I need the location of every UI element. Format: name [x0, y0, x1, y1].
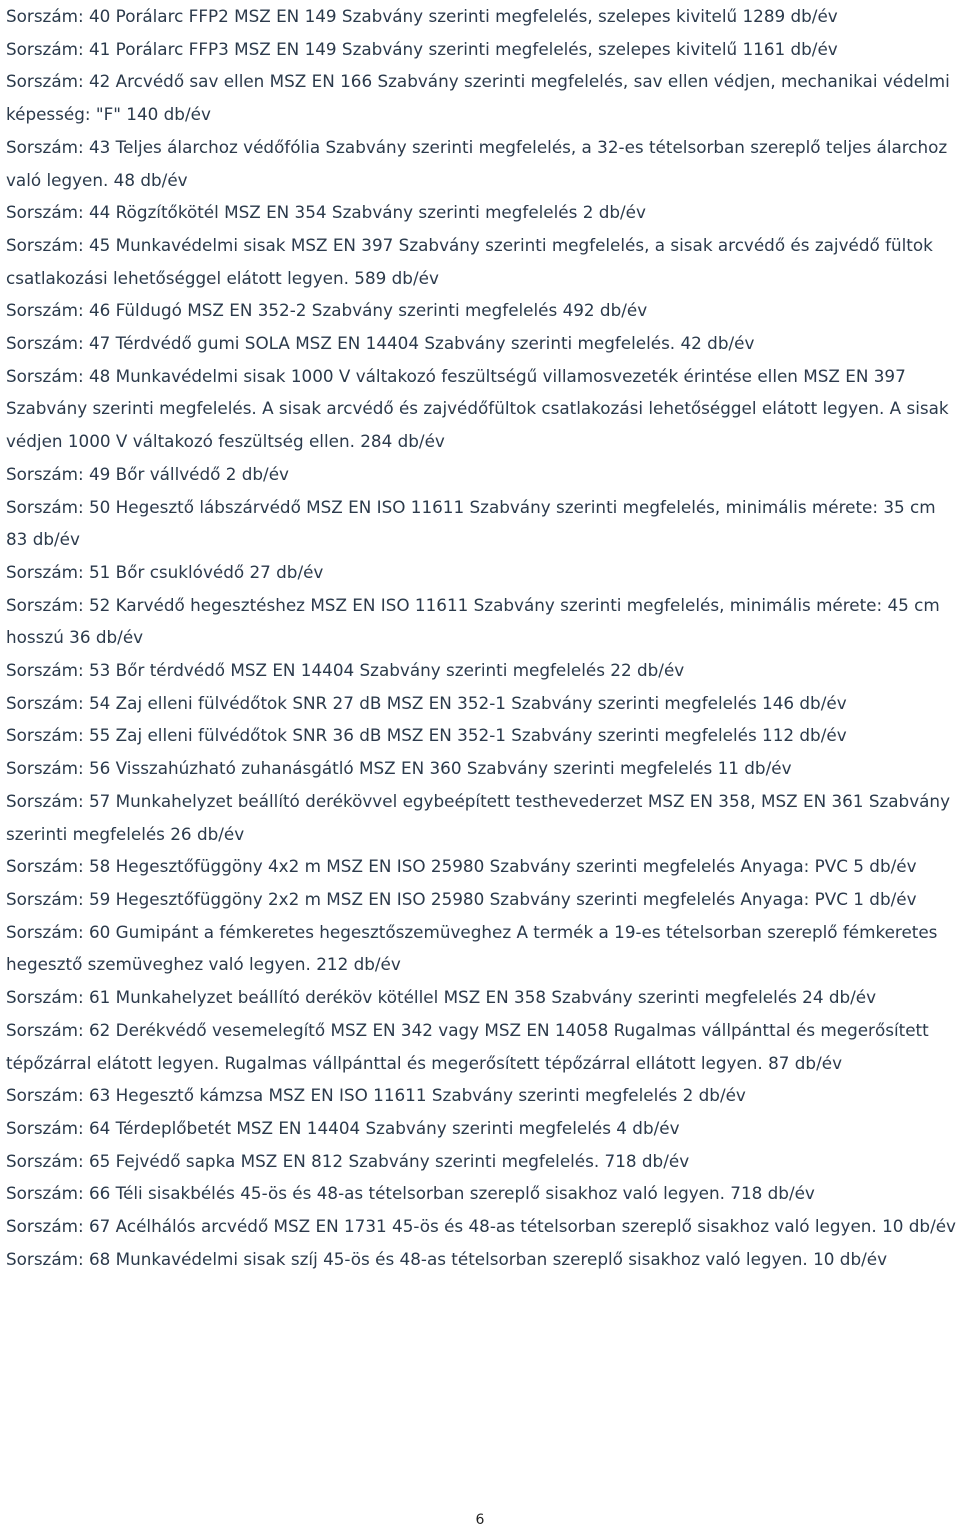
list-item: Sorszám: 63 Hegesztő kámzsa MSZ EN ISO 11611 Szabvány szerinti megfelelés 2 db/év — [6, 1085, 746, 1106]
list-item: Sorszám: 61 Munkahelyzet beállító deréköv kötéllel MSZ EN 358 Szabvány szerinti megfelelés 24 db/év — [6, 987, 877, 1008]
list-item: Sorszám: 57 Munkahelyzet beállító derékövvel egybeépített testhevederzet MSZ EN 358, MSZ EN 361 Szabvány szerinti megfelelés 26 db/év — [6, 790, 950, 844]
list-item: Sorszám: 45 Munkavédelmi sisak MSZ EN 397 Szabvány szerinti megfelelés, a sisak arcvédő és zajvédő fültok csatlakozási lehetőséggel elátott legyen. 589 db/év — [6, 234, 933, 288]
list-item: Sorszám: 47 Térdvédő gumi SOLA MSZ EN 14404 Szabvány szerinti megfelelés. 42 db/év — [6, 333, 755, 354]
document-page — [6, 0, 956, 1275]
list-item: Sorszám: 50 Hegesztő lábszárvédő MSZ EN ISO 11611 Szabvány szerinti megfelelés, minimális mérete: 35 cm 83 db/év — [6, 496, 936, 550]
list-item: Sorszám: 55 Zaj elleni fülvédőtok SNR 36 dB MSZ EN 352-1 Szabvány szerinti megfelelés 112 db/év — [6, 725, 847, 746]
list-item: Sorszám: 56 Visszahúzható zuhanásgátló MSZ EN 360 Szabvány szerinti megfelelés 11 db/év — [6, 758, 792, 779]
list-item: Sorszám: 66 Téli sisakbélés 45-ös és 48-as tételsorban szereplő sisakhoz való legyen. 718 db/év — [6, 1183, 815, 1204]
list-item: Sorszám: 46 Füldugó MSZ EN 352-2 Szabvány szerinti megfelelés 492 db/év — [6, 300, 648, 321]
list-item: Sorszám: 44 Rögzítőkötél MSZ EN 354 Szabvány szerinti megfelelés 2 db/év — [6, 202, 646, 223]
list-item: Sorszám: 43 Teljes álarchoz védőfólia Szabvány szerinti megfelelés, a 32-es tételsorban szereplő teljes álarchoz való legyen. 48 db/év — [6, 136, 948, 190]
list-item: Sorszám: 68 Munkavédelmi sisak szíj 45-ös és 48-as tételsorban szereplő sisakhoz való legyen. 10 db/év — [6, 1248, 888, 1269]
list-item: Sorszám: 62 Derékvédő vesemelegítő MSZ EN 342 vagy MSZ EN 14058 Rugalmas vállpánttal és megerősített tépőzárral elátott legyen. Rugalmas vállpánttal és megerősített tépőzárral ellátott legyen. 87 db/év — [6, 1019, 929, 1073]
list-item: Sorszám: 52 Karvédő hegesztéshez MSZ EN ISO 11611 Szabvány szerinti megfelelés, minimális mérete: 45 cm hosszú 36 db/év — [6, 594, 940, 648]
entry-list — [6, 0, 956, 1275]
list-item: Sorszám: 41 Porálarc FFP3 MSZ EN 149 Szabvány szerinti megfelelés, szelepes kivitelű 1161 db/év — [6, 38, 838, 59]
list-item: Sorszám: 51 Bőr csuklóvédő 27 db/év — [6, 561, 324, 582]
list-item: Sorszám: 58 Hegesztőfüggöny 4x2 m MSZ EN ISO 25980 Szabvány szerinti megfelelés Anyaga: PVC 5 db/év — [6, 856, 917, 877]
list-item: Sorszám: 53 Bőr térdvédő MSZ EN 14404 Szabvány szerinti megfelelés 22 db/év — [6, 660, 685, 681]
list-item: Sorszám: 65 Fejvédő sapka MSZ EN 812 Szabvány szerinti megfelelés. 718 db/év — [6, 1150, 690, 1171]
list-item: Sorszám: 67 Acélhálós arcvédő MSZ EN 1731 45-ös és 48-as tételsorban szereplő sisakhoz való legyen. 10 db/év — [6, 1216, 956, 1237]
list-item: Sorszám: 64 Térdeplőbetét MSZ EN 14404 Szabvány szerinti megfelelés 4 db/év — [6, 1117, 680, 1138]
list-item: Sorszám: 42 Arcvédő sav ellen MSZ EN 166 Szabvány szerinti megfelelés, sav ellen védjen, mechanikai védelmi képesség: "F" 140 db/év — [6, 71, 950, 125]
list-item: Sorszám: 54 Zaj elleni fülvédőtok SNR 27 dB MSZ EN 352-1 Szabvány szerinti megfelelés 146 db/év — [6, 692, 847, 713]
list-item: Sorszám: 40 Porálarc FFP2 MSZ EN 149 Szabvány szerinti megfelelés, szelepes kivitelű 1289 db/év — [6, 6, 838, 26]
list-item: Sorszám: 60 Gumipánt a fémkeretes hegesztőszemüveghez A termék a 19-es tételsorban szereplő fémkeretes hegesztő szemüveghez való legyen. 212 db/év — [6, 921, 938, 975]
list-item: Sorszám: 49 Bőr vállvédő 2 db/év — [6, 463, 289, 484]
list-item: Sorszám: 59 Hegesztőfüggöny 2x2 m MSZ EN ISO 25980 Szabvány szerinti megfelelés Anyaga: PVC 1 db/év — [6, 888, 917, 909]
list-item: Sorszám: 48 Munkavédelmi sisak 1000 V váltakozó feszültségű villamosvezeték érintése ellen MSZ EN 397 Szabvány szerinti megfelelés. A sisak arcvédő és zajvédőfültok csatlakozási lehetőséggel elátott legyen. A sisak védjen 1000 V váltakozó feszültség ellen. 284 db/év — [6, 365, 949, 452]
page-number: 6 — [475, 1512, 485, 1528]
